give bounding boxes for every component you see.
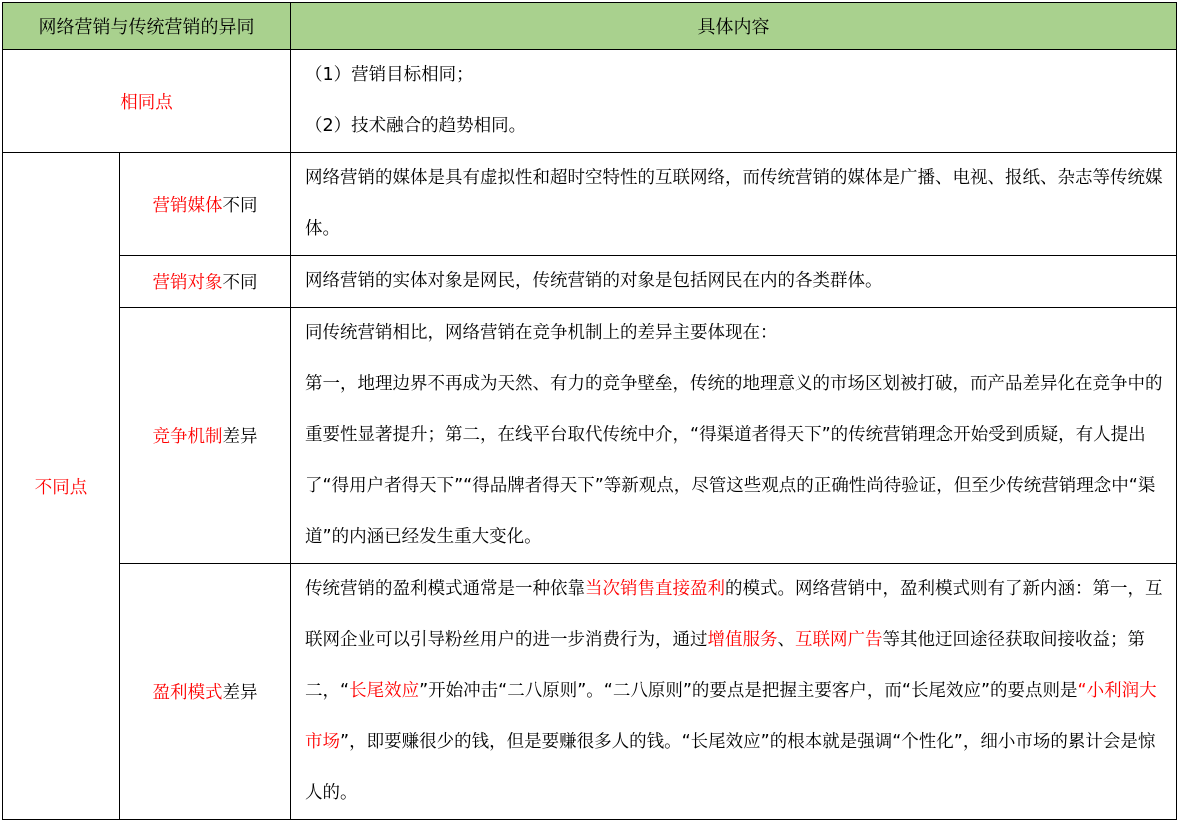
body-text: 的模式。网络营销中，盈利模式则有了新内涵：第一，互联网企业可以引导粉丝用户的进一步消费行为，通过: [305, 579, 1163, 650]
same-item-1: （1）营销目标相同；: [305, 65, 474, 85]
diff-label: 不同点: [3, 153, 120, 820]
diff-content-line-1: 同传统营销相比，网络营销在竞争机制上的差异主要体现在：: [305, 323, 778, 343]
same-content: [291, 50, 1177, 153]
body-text: “: [340, 681, 350, 701]
sub-label-black: 不同: [222, 273, 258, 293]
diff-content: 网络营销的实体对象是网民，传统营销的对象是包括网民在内的各类群体。: [291, 256, 1177, 308]
highlight-text: 增值服务: [707, 630, 778, 650]
table-header-row: [3, 3, 1177, 50]
sub-label-red: 盈利模式: [152, 683, 223, 703]
body-text: 、: [777, 630, 795, 650]
comparison-table: [2, 2, 1177, 820]
diff-content-line-2: 第一，地理边界不再成为天然、有力的竞争壁垒，传统的地理意义的市场区划被打破，而产品差异化在竞争中的重要性显著提升；第二，在线平台取代传统中介，“得渠道者得天下”的传统营销理念开始受到质疑，有人提出了“得用户者得天下”“得品牌者得天下”等新观点，尽管这些观点的正确性尚待验证，但至少传统营销理念中“渠道”的内涵已经发生重大变化。: [305, 374, 1163, 547]
highlight-text: 当次销售直接盈利: [585, 579, 725, 599]
highlight-text: “小利润大市场: [305, 681, 1157, 752]
header-col-1: 网络营销与传统营销的异同: [3, 3, 291, 50]
diff-sub-label: [120, 564, 291, 820]
table-row: [3, 308, 1177, 564]
body-text: 等其他迂回途径获取间接收益；第二，: [305, 630, 1145, 701]
sub-label-red: 营销媒体: [152, 195, 223, 216]
body-text: ”，即要赚很少的钱，但是要赚很多人的钱。“长尾效应”的根本就是强调“个性化”，细小市场的累计会是惊人的。: [305, 732, 1156, 803]
sub-label-black: 差异: [222, 427, 258, 447]
diff-sub-label: [120, 153, 291, 256]
diff-content-profit: [291, 564, 1177, 820]
sub-label-black: 差异: [222, 683, 258, 703]
highlight-text: 互联网广告: [795, 630, 883, 650]
sub-label-black: 不同: [222, 195, 258, 216]
body-text: 传统营销的盈利模式通常是一种依靠: [305, 579, 585, 599]
sub-label-red: 竞争机制: [152, 427, 223, 447]
same-label: 相同点: [3, 50, 291, 153]
body-text: ”开始冲击“二八原则”。“二八原则”的要点是把握主要客户，而“长尾效应”的要点则是: [419, 681, 1078, 701]
sub-label-red: 营销对象: [152, 273, 223, 293]
header-col-2: 具体内容: [291, 3, 1177, 50]
diff-sub-label: [120, 308, 291, 564]
highlight-text: 长尾效应: [349, 681, 420, 701]
table-row: [3, 153, 1177, 256]
table-row: [3, 564, 1177, 820]
diff-content: [291, 308, 1177, 564]
diff-content: 网络营销的媒体是具有虚拟性和超时空特性的互联网络，而传统营销的媒体是广播、电视、报纸、杂志等传统媒体。: [291, 153, 1177, 256]
table-row: [3, 50, 1177, 153]
diff-sub-label: [120, 256, 291, 308]
same-item-2: （2）技术融合的趋势相同。: [305, 116, 527, 136]
table-row: [3, 256, 1177, 308]
